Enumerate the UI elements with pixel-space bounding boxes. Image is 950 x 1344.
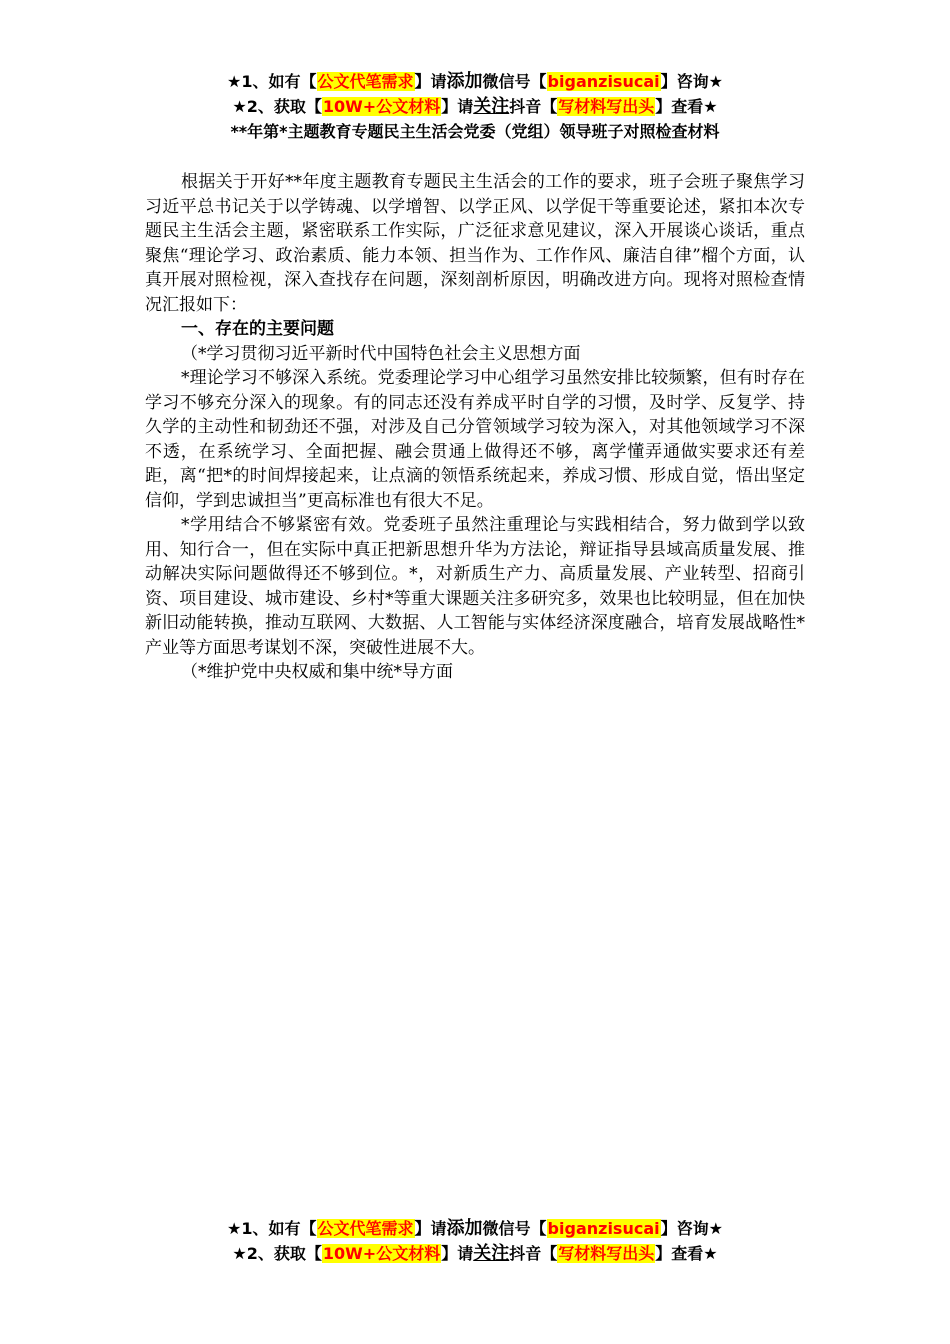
banner-text: ★2、获取【 — [232, 97, 322, 116]
body-paragraph: *学用结合不够紧密有效。党委班子虽然注重理论与实践相结合，努力做到学以致用、知行合一，但在实际中真正把新思想升华为方法论，辩证指导县域高质量发展、推动解决实际问题做得还不够到位。*，对新质生产力、高质量发展、产业转型、招商引资、项目建设、城市建设、乡村*等重大课题关注多研究多，效果也比较明显，但在加快新旧动能转换，推动互联网、大数据、人工智能与实体经济深度融合，培育发展战略性*产业等方面思考谋划不深，突破性进展不大。 — [145, 515, 805, 658]
banner-line-1 — [0, 1217, 950, 1242]
banner-text: 微信号【 — [482, 1219, 547, 1238]
banner-line-1 — [0, 70, 950, 95]
highlight-materials: 10W+公文材料 — [322, 1244, 441, 1263]
banner-text: 】咨询★ — [660, 1219, 723, 1238]
document-title: **年第*主题教育专题民主生活会党委（党组）领导班子对照检查材料 — [230, 122, 720, 141]
banner-text: ★1、如有【 — [227, 1219, 317, 1238]
bottom-banner — [0, 1217, 950, 1267]
highlight-service: 公文代笔需求 — [317, 1219, 414, 1238]
banner-line-2 — [0, 95, 950, 120]
highlight-wechat-id: biganzisucai — [547, 72, 660, 91]
highlight-wechat-id: biganzisucai — [547, 1219, 660, 1238]
banner-emphasis: 添加 — [446, 1218, 483, 1239]
banner-text: 】请 — [414, 1219, 447, 1238]
body-paragraph: *理论学习不够深入系统。党委理论学习中心组学习虽然安排比较频繁，但有时存在学习不够充分深入的现象。有的同志还没有养成平时自学的习惯，及时学、反复学、持久学的主动性和韧劲还不强，对涉及自己分管领域学习较为深入，对其他领域学习不深不透，在系统学习、全面把握、融会贯通上做得还不够，离学懂弄通做实要求还有差距，离“把*的时间焊接起来，让点滴的领悟系统起来，养成习惯、形成自觉，悟出坚定信仰，学到忠诚担当”更高标准也有很大不足。 — [145, 368, 805, 511]
banner-emphasis: 添加 — [446, 71, 483, 92]
banner-line-2 — [0, 1242, 950, 1267]
section-heading: 一、存在的主要问题 — [181, 319, 334, 339]
banner-text: ★2、获取【 — [232, 1244, 322, 1263]
document-body — [145, 170, 805, 685]
highlight-douyin: 写材料写出头 — [558, 1244, 655, 1263]
banner-emphasis: 关注 — [473, 1243, 510, 1264]
subsection-heading: （*学习贯彻习近平新时代中国特色社会主义思想方面 — [181, 343, 581, 364]
intro-paragraph: 根据关于开好**年度主题教育专题民主生活会的工作的要求，班子会班子聚焦学习习近平总书记关于以学铸魂、以学增智、以学正风、以学促干等重要论述，紧扣本次专题民主生活会主题，紧密联系工作实际，广泛征求意见建议，深入开展谈心谈话，重点聚焦“理论学习、政治素质、能力本领、担当作为、工作作风、廉洁自律”榴个方面，认真开展对照检视，深入查找存在问题，深刻剖析原因，明确改进方向。现将对照检查情况汇报如下： — [145, 172, 805, 315]
banner-text: 】请 — [441, 1244, 474, 1263]
banner-text: 微信号【 — [482, 72, 547, 91]
banner-text: ★1、如有【 — [227, 72, 317, 91]
banner-text: 】查看★ — [655, 1244, 718, 1263]
highlight-service: 公文代笔需求 — [317, 72, 414, 91]
banner-text: 】请 — [441, 97, 474, 116]
banner-emphasis: 关注 — [473, 96, 510, 117]
banner-text: 】请 — [414, 72, 447, 91]
subsection-heading: （*维护党中央权威和集中统*导方面 — [181, 662, 453, 682]
highlight-materials: 10W+公文材料 — [322, 97, 441, 116]
banner-text: 】查看★ — [655, 97, 718, 116]
top-banner — [0, 70, 950, 120]
highlight-douyin: 写材料写出头 — [558, 97, 655, 116]
banner-text: 抖音【 — [509, 97, 558, 116]
banner-text: 抖音【 — [509, 1244, 558, 1263]
banner-text: 】咨询★ — [660, 72, 723, 91]
